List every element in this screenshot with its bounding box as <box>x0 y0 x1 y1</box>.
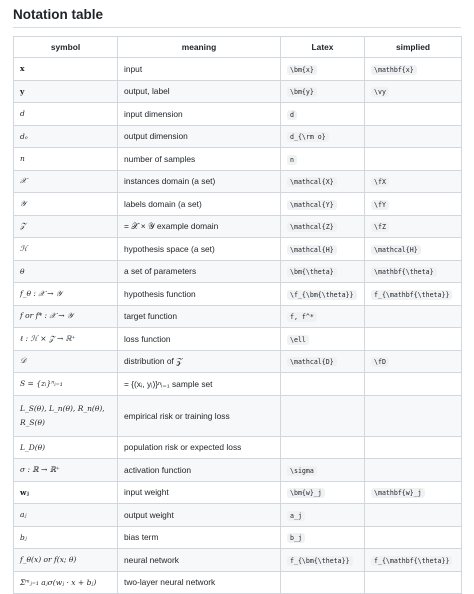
simplified-cell <box>365 459 462 482</box>
simplified-cell <box>365 80 462 103</box>
meaning-cell: input weight <box>118 481 281 504</box>
latex-code: \bm{y} <box>287 87 317 97</box>
simplified-cell <box>365 58 462 81</box>
table-row <box>14 526 462 549</box>
symbol-cell: ℓ : ℋ × 𝒵 → ℝ⁺ <box>14 328 118 351</box>
header-symbol: symbol <box>14 37 118 58</box>
meaning-cell: two-layer neural network <box>118 571 281 594</box>
simplified-cell <box>365 395 462 436</box>
table-row <box>14 125 462 148</box>
table-row <box>14 395 462 436</box>
meaning-cell: output dimension <box>118 125 281 148</box>
simplified-cell <box>365 103 462 126</box>
meaning-cell: output, label <box>118 80 281 103</box>
symbol-cell: θ <box>14 260 118 283</box>
latex-code: n <box>287 155 297 165</box>
latex-cell <box>281 373 365 396</box>
latex-cell <box>281 260 365 283</box>
symbol-cell: dₒ <box>14 125 118 148</box>
simplified-cell <box>365 283 462 306</box>
table-row <box>14 238 462 261</box>
symbol-cell: Σᵐⱼ₌₁ aⱼσ(wⱼ · x + bⱼ) <box>14 571 118 594</box>
simplified-code: \mathcal{H} <box>371 245 421 255</box>
simplified-cell <box>365 125 462 148</box>
simplified-code: \fZ <box>371 222 389 232</box>
latex-code: b_j <box>287 533 305 543</box>
simplified-cell <box>365 549 462 572</box>
latex-code: \f_{\bm{\theta}} <box>287 290 357 300</box>
symbol-cell: σ : ℝ → ℝ⁺ <box>14 459 118 482</box>
meaning-cell: instances domain (a set) <box>118 170 281 193</box>
header-latex: Latex <box>281 37 365 58</box>
latex-cell <box>281 328 365 351</box>
table-row <box>14 170 462 193</box>
table-header-row <box>14 37 462 58</box>
title-divider <box>13 27 461 28</box>
latex-code: \mathcal{H} <box>287 245 337 255</box>
table-row <box>14 549 462 572</box>
latex-cell <box>281 436 365 459</box>
table-row <box>14 103 462 126</box>
latex-code: d <box>287 110 297 120</box>
symbol-cell: L_D(θ) <box>14 436 118 459</box>
simplified-cell <box>365 238 462 261</box>
simplified-cell <box>365 215 462 238</box>
latex-code: \sigma <box>287 466 317 476</box>
meaning-cell: distribution of 𝒵 <box>118 350 281 373</box>
latex-cell <box>281 215 365 238</box>
simplified-cell <box>365 436 462 459</box>
table-row <box>14 148 462 171</box>
meaning-cell: = 𝒳 × 𝒴 example domain <box>118 215 281 238</box>
meaning-cell: loss function <box>118 328 281 351</box>
table-row <box>14 260 462 283</box>
symbol-cell: f_θ(x) or f(x; θ) <box>14 549 118 572</box>
table-row <box>14 350 462 373</box>
latex-code: f, f^* <box>287 312 317 322</box>
simplified-code: \fX <box>371 177 389 187</box>
table-row <box>14 283 462 306</box>
latex-code: \mathcal{D} <box>287 357 337 367</box>
table-row <box>14 504 462 527</box>
table-row <box>14 328 462 351</box>
meaning-cell: input <box>118 58 281 81</box>
notation-table <box>13 36 462 594</box>
meaning-cell: population risk or expected loss <box>118 436 281 459</box>
latex-code: \mathcal{Z} <box>287 222 337 232</box>
simplified-code: \mathbf{w}_j <box>371 488 425 498</box>
symbol-cell: 𝒳 <box>14 170 118 193</box>
meaning-cell: number of samples <box>118 148 281 171</box>
latex-cell <box>281 170 365 193</box>
latex-cell <box>281 58 365 81</box>
latex-code: \bm{w}_j <box>287 488 325 498</box>
table-row <box>14 436 462 459</box>
meaning-cell: = {(xᵢ, yᵢ)}ⁿᵢ₌₁ sample set <box>118 373 281 396</box>
meaning-cell: input dimension <box>118 103 281 126</box>
header-simplified: simplied <box>365 37 462 58</box>
latex-cell <box>281 459 365 482</box>
simplified-code: \fY <box>371 200 389 210</box>
meaning-cell: hypothesis space (a set) <box>118 238 281 261</box>
simplified-code: f_{\mathbf{\theta}} <box>371 556 452 566</box>
latex-code: \mathcal{X} <box>287 177 337 187</box>
table-row <box>14 305 462 328</box>
simplified-cell <box>365 481 462 504</box>
simplified-cell <box>365 260 462 283</box>
latex-cell <box>281 193 365 216</box>
symbol-cell: f or f* : 𝒳 → 𝒴 <box>14 305 118 328</box>
symbol-cell: S = {zᵢ}ⁿᵢ₌₁ <box>14 373 118 396</box>
meaning-cell: output weight <box>118 504 281 527</box>
symbol-cell: n <box>14 148 118 171</box>
latex-cell <box>281 571 365 594</box>
latex-cell <box>281 125 365 148</box>
simplified-cell <box>365 526 462 549</box>
latex-cell <box>281 549 365 572</box>
latex-cell <box>281 148 365 171</box>
latex-code: \bm{\theta} <box>287 267 337 277</box>
latex-code: d_{\rm o} <box>287 132 329 142</box>
table-row <box>14 80 462 103</box>
table-row <box>14 481 462 504</box>
simplified-cell <box>365 170 462 193</box>
latex-cell <box>281 504 365 527</box>
symbol-cell: L_S(θ), L_n(θ), R_n(θ), R_S(θ) <box>14 395 118 436</box>
table-row <box>14 373 462 396</box>
symbol-cell: 𝒟 <box>14 350 118 373</box>
table-row <box>14 193 462 216</box>
meaning-cell: bias term <box>118 526 281 549</box>
symbol-cell: ℋ <box>14 238 118 261</box>
latex-code: f_{\bm{\theta}} <box>287 556 353 566</box>
latex-cell <box>281 305 365 328</box>
symbol-cell: 𝒵 <box>14 215 118 238</box>
symbol-cell: aⱼ <box>14 504 118 527</box>
table-row <box>14 58 462 81</box>
meaning-cell: a set of parameters <box>118 260 281 283</box>
symbol-cell: y <box>14 80 118 103</box>
latex-cell <box>281 80 365 103</box>
symbol-cell: d <box>14 103 118 126</box>
simplified-code: \vy <box>371 87 389 97</box>
latex-code: \ell <box>287 335 309 345</box>
latex-code: \bm{x} <box>287 65 317 75</box>
meaning-cell: activation function <box>118 459 281 482</box>
symbol-cell: f_θ : 𝒳 → 𝒴 <box>14 283 118 306</box>
simplified-cell <box>365 571 462 594</box>
symbol-cell: x <box>14 58 118 81</box>
latex-cell <box>281 395 365 436</box>
simplified-cell <box>365 328 462 351</box>
simplified-code: \mathbf{\theta} <box>371 267 437 277</box>
simplified-cell <box>365 305 462 328</box>
simplified-code: f_{\mathbf{\theta}} <box>371 290 452 300</box>
latex-cell <box>281 283 365 306</box>
table-row <box>14 459 462 482</box>
latex-code: \mathcal{Y} <box>287 200 337 210</box>
meaning-cell: target function <box>118 305 281 328</box>
simplified-cell <box>365 504 462 527</box>
latex-cell <box>281 350 365 373</box>
latex-cell <box>281 238 365 261</box>
meaning-cell: labels domain (a set) <box>118 193 281 216</box>
header-meaning: meaning <box>118 37 281 58</box>
simplified-cell <box>365 373 462 396</box>
simplified-code: \fD <box>371 357 389 367</box>
table-row <box>14 215 462 238</box>
simplified-code: \mathbf{x} <box>371 65 417 75</box>
simplified-cell <box>365 148 462 171</box>
latex-cell <box>281 103 365 126</box>
page-title: Notation table <box>13 7 103 22</box>
meaning-cell: empirical risk or training loss <box>118 395 281 436</box>
latex-code: a_j <box>287 511 305 521</box>
symbol-cell: 𝒴 <box>14 193 118 216</box>
latex-cell <box>281 481 365 504</box>
latex-cell <box>281 526 365 549</box>
symbol-cell: wⱼ <box>14 481 118 504</box>
symbol-cell: bⱼ <box>14 526 118 549</box>
simplified-cell <box>365 193 462 216</box>
meaning-cell: hypothesis function <box>118 283 281 306</box>
simplified-cell <box>365 350 462 373</box>
table-row <box>14 571 462 594</box>
meaning-cell: neural network <box>118 549 281 572</box>
